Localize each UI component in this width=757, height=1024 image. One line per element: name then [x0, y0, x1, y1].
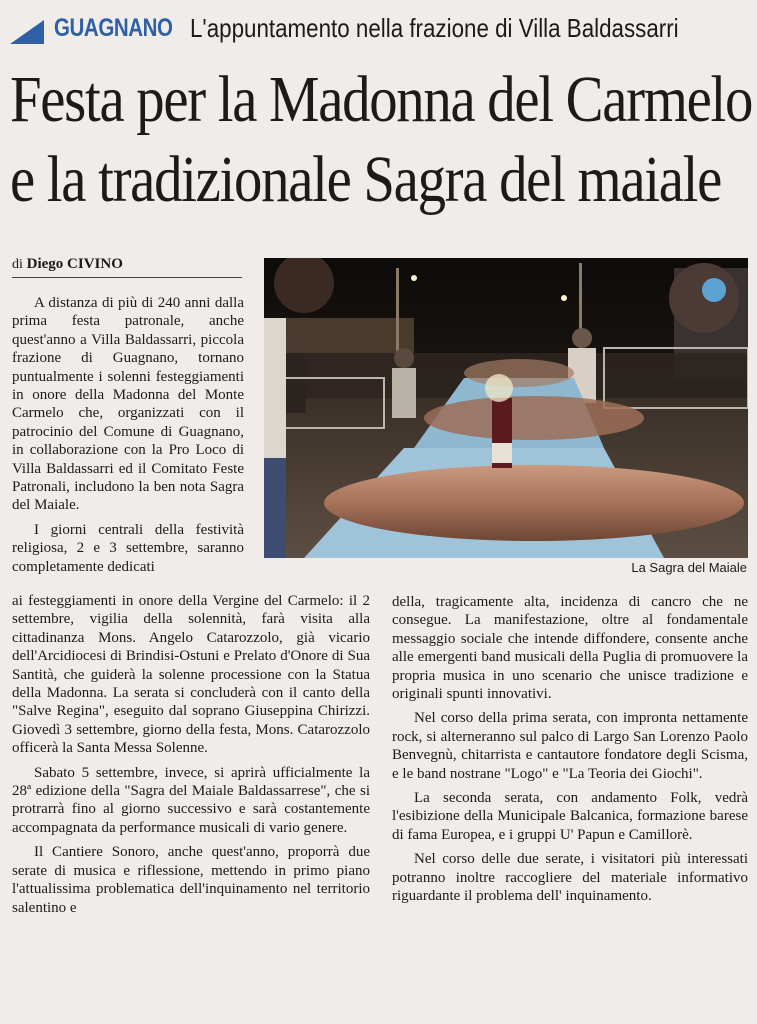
headline-line-2: e la tradizionale Sagra del maiale [10, 143, 721, 216]
kicker-section: GUAGNANO [54, 13, 173, 42]
headline-line-1: Festa per la Madonna del Carmelo [10, 63, 753, 136]
paragraph-continuation: ai festeggiamenti in onore della Vergine del Carmelo: il 2 settembre, vigilia della solennità, farà visita alla cittadinanza Mons. Angelo Catarozzolo, già vicario dell'Arcidiocesi di Brindisi-Ostuni e Prelato d'Onore di Sua Santità, che guiderà la solenne processione con la Statua della Madonna. La serata si concluderà con il canto della "Salve Regina", eseguito dal soprano Giuseppina Chirizzi. Giovedì 3 settembre, giorno della festa, Mons. Catarozzolo officerà la Santa Messa Solenne. [12, 593, 370, 757]
byline-prefix: di [12, 257, 23, 272]
photo-caption: La Sagra del Maiale [631, 560, 747, 575]
article-column-right [392, 593, 748, 912]
byline [12, 256, 242, 278]
festival-photo [264, 258, 748, 558]
paragraph: La seconda serata, con andamento Folk, vedrà l'esibizione della Municipale Balcanica, formazione barese di fama Europea, e i gruppi U' Papun e Camillorè. [392, 790, 748, 843]
article-column-left [12, 294, 244, 582]
festival-photo-illustration [264, 258, 748, 558]
paragraph: Il Cantiere Sonoro, anche quest'anno, proporrà due serate di musica e riflessione, mettendo in primo piano l'attualissima problematica dell'inquinamento nel territorio salentino e [12, 844, 370, 916]
section-triangle-icon [10, 20, 44, 44]
byline-author: Diego CIVINO [26, 256, 123, 272]
paragraph: Sabato 5 settembre, invece, si aprirà ufficialmente la 28ª edizione della "Sagra del Maiale Baldassarrese", che si protrarrà fino al giorno successivo e sarà costantemente accompagnata da performance musicali di vario genere. [12, 764, 370, 836]
paragraph: I giorni centrali della festività religiosa, 2 e 3 settembre, saranno completamente dedicati [12, 521, 244, 575]
paragraph: Nel corso delle due serate, i visitatori più interessati potranno inoltre raccogliere del materiale informativo riguardante il problema dell' inquinamento. [392, 851, 748, 905]
kicker-subtitle: L'appuntamento nella frazione di Villa Baldassarri [190, 12, 679, 43]
paragraph-continuation: della, tragicamente alta, incidenza di cancro che ne consegue. La manifestazione, oltre al fondamentale messaggio sociale che intende diffondere, consente anche alle emergenti band musicali della Puglia di promuovere la propria musica in uno scenario che unisce tradizione e originali spunti innovativi. [392, 594, 748, 703]
headline [10, 60, 753, 220]
kicker [10, 8, 750, 48]
article-column-middle [12, 592, 370, 923]
paragraph: A distanza di più di 240 anni dalla prima festa patronale, anche quest'anno a Villa Baldassarri, piccola frazione di Guagnano, tornano puntualmente i solenni festeggiamenti in onore della Madonna del Monte Carmelo che, organizzati con il patrocinio del Comune di Guagnano, in collaborazione con la Pro Loco di Villa Baldassarri ed il Comitato Feste Patronali, includono la ben nota Sagra del Maiale. [12, 295, 244, 514]
paragraph: Nel corso della prima serata, con impronta nettamente rock, si alterneranno sul palco di Largo San Lorenzo Paolo Benvegnù, chitarrista e cantautore fondatore degli Scisma, e le band nostrane "Logo" e "La Teoria dei Giochi". [392, 710, 748, 782]
